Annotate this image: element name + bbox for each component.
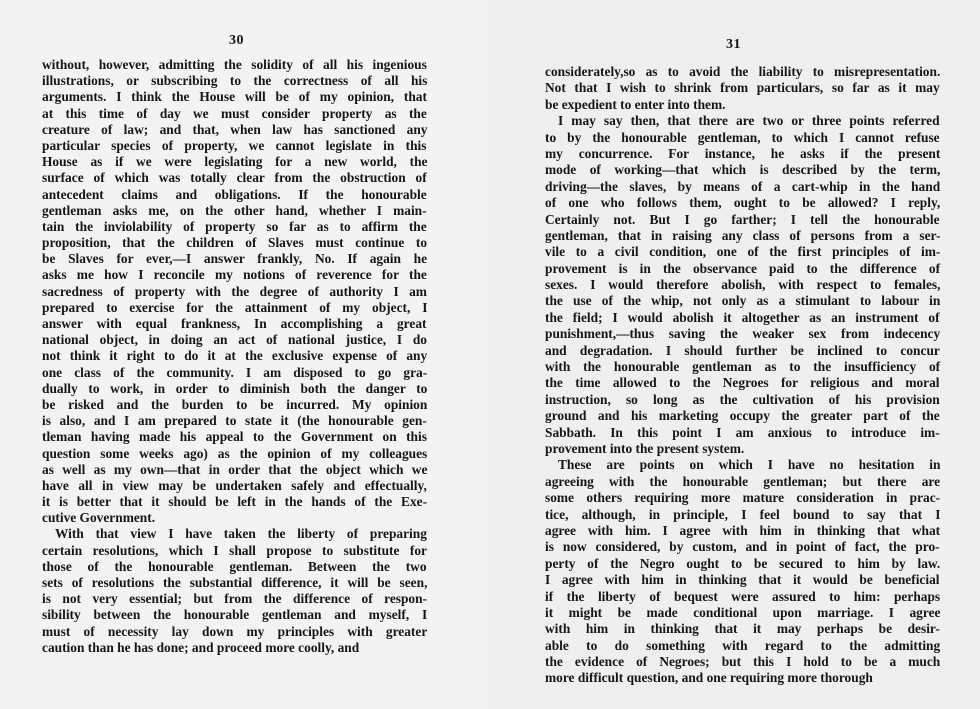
text-line: be expedient to enter into them. — [545, 96, 726, 112]
text-line: gentleman, that in raising any class of persons from a ser- — [545, 227, 941, 243]
text-line: provement into the present system. — [545, 440, 745, 456]
text-line: arguments. I think the House will be of my opinion, that — [42, 89, 427, 105]
text-line: have all in view may be undertaken safely and effectually, — [42, 477, 427, 493]
text-line: Not that I wish to shrink from particulars, so far as it may — [545, 80, 940, 96]
text-line: antecedent claims and obligations. If the honourable — [42, 186, 427, 202]
text-line: driving—the slaves, by means of a cart-whip in the hand — [545, 178, 941, 194]
text-line: creature of law; and that, when law has sanctioned any — [42, 121, 428, 137]
text-line: it is better that it should be left in the hands of the Exe- — [42, 494, 428, 510]
text-line: answer with equal frankness, In accomplishing a great — [42, 316, 427, 331]
text-line: question some weeks ago) as the opinion of my colleagues — [42, 445, 428, 461]
text-line: as well as my own—that in order that the object which we — [42, 461, 428, 477]
text-line: one class of the community. I am disposed to go gra- — [42, 364, 428, 380]
text-line: national object, in doing an act of national justice, I do — [42, 332, 427, 348]
text-line: sibility between the honourable gentleman and myself, I — [42, 607, 428, 623]
text-line: be risked and the burden to be incurred. My opinion — [42, 396, 428, 412]
text-line: considerately,so as to avoid the liability to misrepresentation. — [545, 64, 941, 79]
text-line: prepared to exercise for the attainment of my object, I — [42, 299, 428, 315]
text-line: at this time of day we must consider property as the — [42, 105, 427, 121]
text-line: vile to a civil condition, one of the first principles of im- — [545, 244, 941, 260]
right-page-text — [545, 64, 940, 687]
text-line: tain the inviolability of property so far as to affirm the — [42, 218, 427, 234]
text-line: Sabbath. In this point I am anxious to introduce im- — [545, 424, 940, 440]
text-line: be Slaves for ever,—I answer frankly, No. If again he — [42, 251, 428, 267]
text-line: tleman having made his appeal to the Government on this — [42, 429, 427, 445]
right-page — [490, 0, 980, 709]
text-line: without, however, admitting the solidity of all his ingenious — [42, 57, 427, 72]
text-line: instruction, so long as the cultivation of his provision — [545, 391, 940, 407]
text-line: illustrations, or subscribing to the correctness of all his — [42, 73, 428, 89]
text-line: more difficult question, and one requiring more thorough — [545, 670, 873, 686]
text-line: with the honourable gentleman as to the insufficiency of — [545, 359, 941, 375]
text-line: tice, although, in principle, I feel bound to say that I — [545, 506, 941, 522]
text-line: provement is in the observance paid to the difference of — [545, 260, 941, 276]
text-line: the time allowed to the Negroes for religious and moral — [545, 375, 940, 391]
text-line: the use of the whip, not only as a stimulant to labour in — [545, 293, 941, 309]
text-line: Certainly not. But I go farther; I tell the honourable — [545, 211, 940, 227]
text-line: ground and his marketing occupy the greater part of the — [545, 408, 940, 424]
text-line: the evidence of Negroes; but this I hold to be a much — [545, 654, 941, 670]
text-line: punishment,—thus saving the weaker sex from indecency — [545, 326, 941, 342]
text-line: With that view I have taken the liberty of preparing — [55, 526, 427, 542]
text-line: it might be made conditional upon marriage. I agree — [545, 604, 941, 620]
left-page-text — [42, 57, 427, 656]
text-line: sacredness of property with the degree of authority I am — [42, 283, 427, 299]
text-line: I may say then, that there are two or three points referred — [558, 113, 940, 129]
text-line: not think it right to do it at the exclusive expense of any — [42, 348, 428, 364]
text-line: is also, and I am prepared to state it (the honourable gen- — [42, 413, 427, 429]
text-line: if the liberty of bequest were assured to him: perhaps — [545, 588, 941, 604]
text-line: the field; I would abolish it altogether as an instrument of — [545, 309, 940, 325]
text-line: certain resolutions, which I shall propose to substitute for — [42, 542, 428, 558]
text-line: of one who follows them, ought to be allowed? I reply, — [545, 195, 941, 211]
text-line: perty of the Negro ought to be secured to him by law. — [545, 555, 941, 571]
text-line: sexes. I would therefore abolish, with respect to females, — [545, 277, 941, 293]
text-line: House as if we were legislating for a new world, the — [42, 154, 428, 170]
text-line: to by the honourable gentleman, to which I cannot refuse — [545, 129, 940, 145]
text-line: those of the honourable gentleman. Between the two — [42, 558, 427, 574]
text-line: able to do something with regard to the admitting — [545, 637, 941, 653]
text-line: surface of which was totally clear from the obstruction of — [42, 170, 427, 186]
text-line: is now considered, by custom, and in point of fact, the pro- — [545, 539, 940, 555]
page-number-right: 31 — [726, 37, 741, 52]
text-line: agreeing with the honourable gentleman; but there are — [545, 473, 941, 489]
text-line: particular species of property, we cannot legislate in this — [42, 137, 427, 153]
text-line: is not very essential; but from the difference of respon- — [42, 591, 428, 607]
text-line: cutive Government. — [42, 510, 156, 526]
text-line: gentleman asks me, on the other hand, whether I main- — [42, 202, 427, 218]
text-line: my concurrence. For instance, he asks if the present — [545, 145, 941, 161]
text-line: These are points on which I have no hesitation in — [558, 457, 941, 473]
text-line: mode of working—that which is described by the term, — [545, 162, 941, 178]
text-line: proposition, that the children of Slaves must continue to — [42, 235, 428, 251]
text-line: with him in thinking that it may perhaps be desir- — [545, 621, 940, 637]
text-line: dually to work, in order to diminish both the danger to — [42, 380, 428, 396]
text-line: I agree with him in thinking that it would be beneficial — [545, 572, 940, 588]
text-line: sets of resolutions the substantial difference, it will be seen, — [42, 575, 428, 590]
text-line: some others requiring more mature consideration in prac- — [545, 490, 941, 506]
text-line: and degradation. I should further be inclined to concur — [545, 342, 940, 358]
text-line: asks me how I reconcile my notions of reverence for the — [42, 267, 427, 283]
text-line: must of necessity lay down my principles with greater — [42, 623, 428, 639]
text-line: caution than he has done; and proceed more coolly, and — [42, 639, 360, 655]
text-line: agree with him. I agree with him in thinking that what — [545, 522, 941, 538]
page-number-left: 30 — [229, 33, 244, 48]
